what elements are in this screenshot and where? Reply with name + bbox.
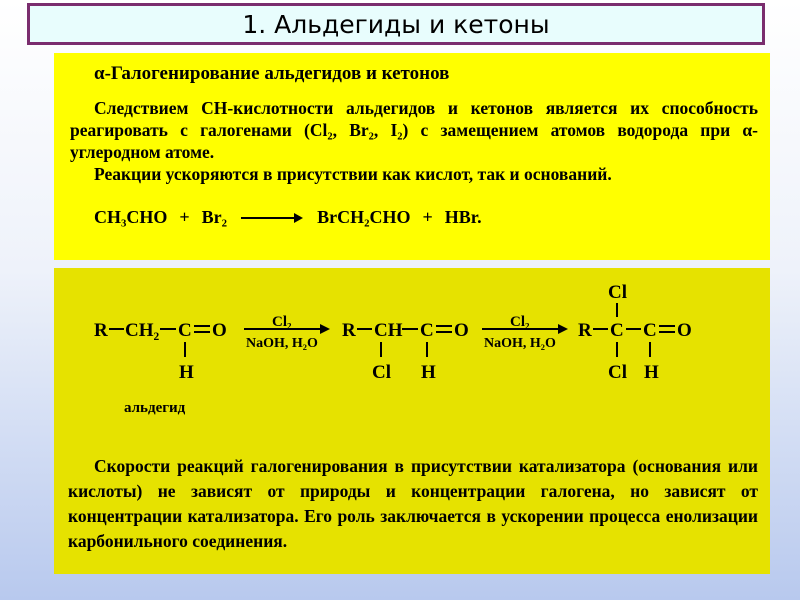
arrow2-reagent-bottom: NaOH, H₂O [484, 336, 556, 351]
struct2-CH: CH [374, 320, 403, 341]
rate-paragraph: Скорости реакций галогенирования в присутствии катализатора (основания или кислоты) не зависят от природы и концентрации галогена, но зависят от концентрации катализатора. Его роль заключается в ускорении процесса енолизации карбонильного соединения. [68, 456, 758, 551]
struct3-H: H [644, 362, 659, 383]
slide-title [27, 3, 765, 45]
struct2-O: O [454, 320, 469, 341]
equation-product-1: BrCH₂CHO [317, 207, 411, 227]
bromination-equation [94, 207, 758, 228]
struct3-C2: C [643, 320, 657, 341]
halogenation-scheme [54, 268, 770, 448]
struct2-R: R [342, 320, 356, 341]
struct3-Cl-top: Cl [608, 282, 627, 303]
cH-acidity-paragraph: Следствием СН-кислотности альдегидов и кетонов является их способность реагировать с галогенами (Cl₂, Br₂, I₂) с замещением атомов водорода при α-углеродном атоме. [70, 98, 758, 162]
equation-reactant-2: Br₂ [201, 207, 228, 227]
arrow1-reagent-bottom: NaOH, H₂O [246, 336, 318, 351]
aldehyde-label: альдегид [124, 400, 186, 416]
struct2-H: H [421, 362, 436, 383]
struct1-R: R [94, 320, 108, 341]
equation-plus-2: + [422, 207, 433, 227]
section-heading: α-Галогенирование альдегидов и кетонов [94, 63, 450, 84]
struct3-R: R [578, 320, 592, 341]
struct2-C: C [420, 320, 434, 341]
arrow2-head-icon [558, 324, 568, 334]
bottom-panel [54, 268, 770, 574]
reaction-arrow-icon [241, 213, 303, 223]
struct1-C: C [178, 320, 192, 341]
arrow2-reagent-top: Cl₂ [510, 314, 530, 330]
struct1-O: O [212, 320, 227, 341]
catalysis-paragraph: Реакции ускоряются в присутствии как кислот, так и оснований. [94, 164, 612, 184]
equation-plus-1: + [179, 207, 190, 227]
struct3-C1: C [610, 320, 624, 341]
struct3-O: O [677, 320, 692, 341]
arrow1-head-icon [320, 324, 330, 334]
equation-reactant-1: CH₃CHO [94, 207, 168, 227]
struct1-CH2: CH₂ [125, 320, 160, 341]
struct3-Cl-bottom: Cl [608, 362, 627, 383]
equation-product-2: HBr. [444, 207, 482, 227]
top-panel [54, 53, 770, 260]
struct2-Cl: Cl [372, 362, 391, 383]
struct1-H: H [179, 362, 194, 383]
arrow1-reagent-top: Cl₂ [272, 314, 292, 330]
slide-title-text: 1. Альдегиды и кетоны [242, 9, 550, 39]
